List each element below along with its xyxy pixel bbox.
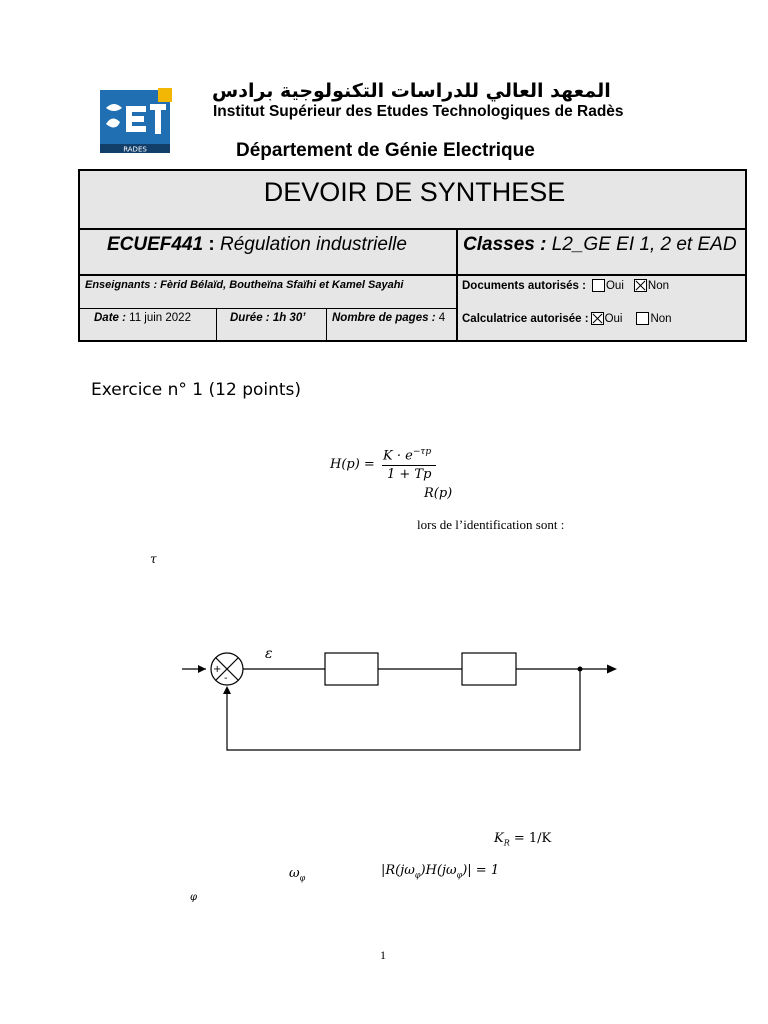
documents-oui-label: Oui <box>605 280 624 292</box>
kr-equation: $K_R = 1/K$ <box>494 831 552 848</box>
tau-symbol: τ <box>150 552 157 566</box>
transfer-denominator: 1 + Tp <box>387 467 432 482</box>
calculator-oui-label: Oui <box>604 313 623 325</box>
feedback-line <box>227 669 580 750</box>
logo-caption: RADES <box>123 145 147 154</box>
institute-name-arabic: المعهد العالي للدراسات التكنولوجية برادس <box>212 80 611 102</box>
transfer-lhs: H(p) = <box>330 457 375 472</box>
minus-sign: - <box>224 673 228 684</box>
omega-phi-symbol: $\omega_\varphi$ <box>289 866 306 883</box>
course-code: ECUEF441 <box>107 234 204 255</box>
exercise-heading: Exercice n° 1 (12 points) <box>91 380 302 400</box>
process-block <box>462 653 516 685</box>
pages-label: Nombre de pages : <box>332 312 436 324</box>
date-value: 11 juin 2022 <box>125 312 191 324</box>
error-symbol: ε <box>265 646 273 662</box>
transfer-exponent: −τp <box>412 447 432 457</box>
department-title: Département de Génie Electrique <box>236 140 535 161</box>
controller-symbol: R(p) <box>424 486 453 501</box>
page-number: 1 <box>380 948 386 962</box>
takeoff-point <box>578 667 583 672</box>
pages-value: 4 <box>435 312 446 324</box>
identification-text: lors de l’identification sont : <box>417 517 565 532</box>
teachers-text: Enseignants : Fèrid Bélaïd, Bouthеïna Sfaïhi et Kamel Sayahi <box>85 279 404 291</box>
classes-value: L2_GE EI 1, 2 et EAD <box>546 234 737 255</box>
controller-block <box>325 653 378 685</box>
classes-label: Classes : <box>463 234 547 255</box>
date-label: Date : <box>94 312 126 324</box>
institute-name-french: Institut Supérieur des Etudes Technologiques de Radès <box>213 103 624 120</box>
plus-sign: + <box>213 664 222 675</box>
calculator-non-label: Non <box>650 313 672 325</box>
course-name: Régulation industrielle <box>220 234 407 255</box>
exam-title: DEVOIR DE SYNTHESE <box>80 171 745 230</box>
documents-non-label: Non <box>647 280 669 292</box>
course-separator: : <box>203 234 220 255</box>
modulus-equation: $|R(j\omega_\varphi)H(j\omega_\varphi)| = 1$ <box>381 863 500 880</box>
duration-label: Durée : 1h 30’ <box>230 312 306 324</box>
calculator-label: Calculatrice autorisée : <box>462 313 589 325</box>
documents-label: Documents autorisés : <box>462 280 586 292</box>
phi-symbol: φ <box>190 892 198 903</box>
transfer-numerator: $K \cdot e^{-\tau p}$ <box>383 447 432 464</box>
